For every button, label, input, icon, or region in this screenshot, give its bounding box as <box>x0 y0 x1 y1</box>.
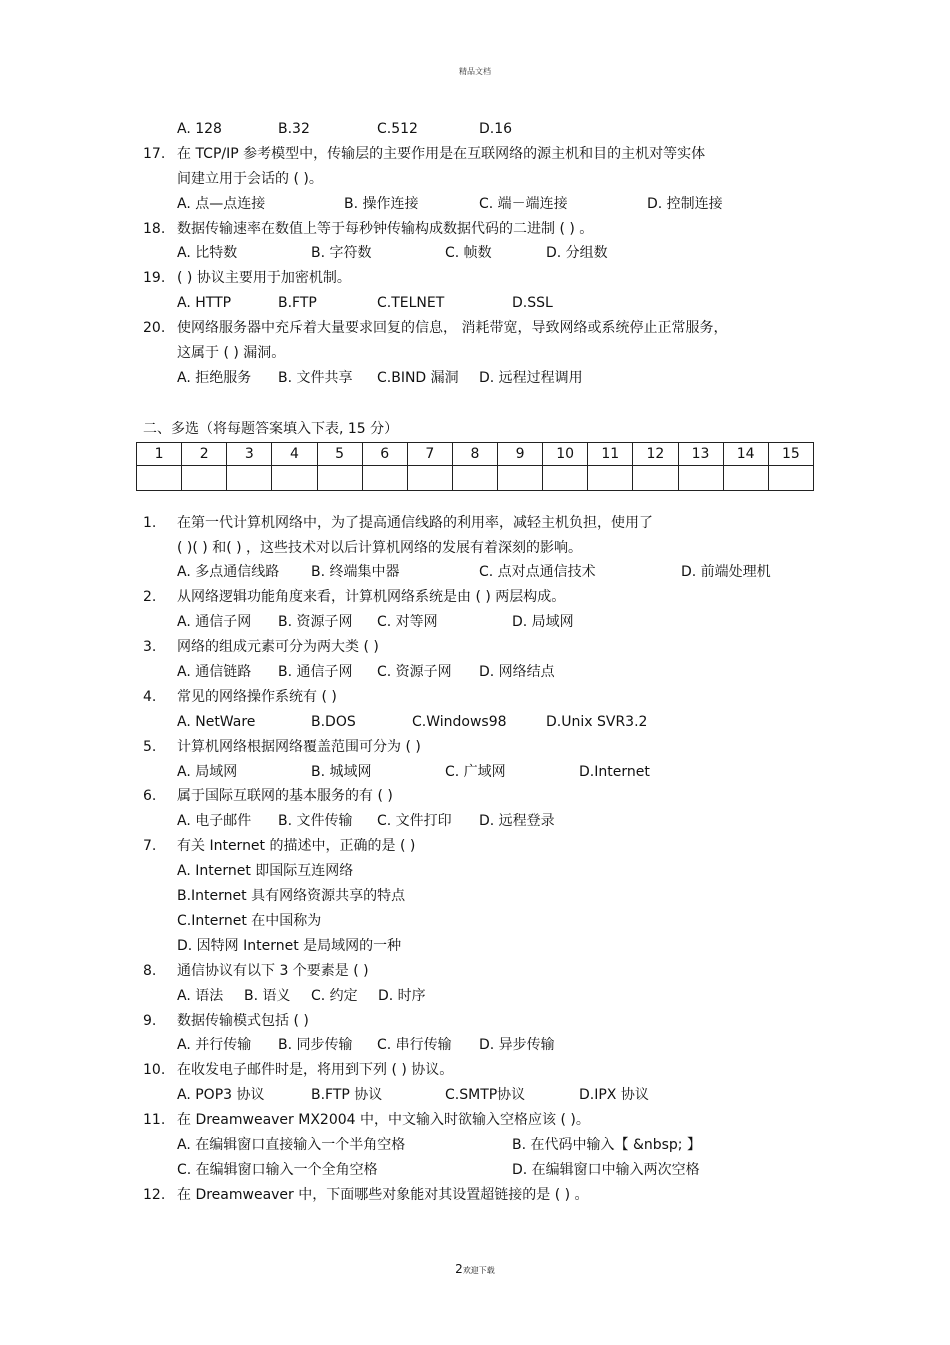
options-row <box>0 560 950 585</box>
answer-table-header-cell: 5 <box>317 442 362 465</box>
question-text: D. 因特网 Internet 是局域网的一种 <box>177 937 402 954</box>
options-row <box>0 1083 950 1108</box>
question-text: 间建立用于会话的 ( )。 <box>177 170 323 187</box>
option-text: B. 字符数 <box>311 245 372 262</box>
question-number: 12. <box>143 1186 166 1203</box>
question-number: 20. <box>143 320 166 337</box>
question-text: 在收发电子邮件时是，将用到下列 ( ) 协议。 <box>177 1062 454 1079</box>
question-row <box>0 735 950 760</box>
answer-cell[interactable] <box>227 465 272 490</box>
option-text: D. 局域网 <box>512 614 574 631</box>
question-text: ( )( ) 和( ) ，这些技术对以后计算机网络的发展有着深刻的影响。 <box>177 539 583 556</box>
option-text: C.SMTP协议 <box>445 1087 526 1104</box>
options-row <box>0 984 950 1009</box>
question-text: 在 TCP/IP 参考模型中，传输层的主要作用是在互联网络的源主机和目的主机对等实体 <box>177 145 706 162</box>
question-number: 9. <box>143 1012 157 1029</box>
options-row <box>0 241 950 266</box>
option-text: C. 串行传输 <box>377 1037 452 1054</box>
question-text: ( ) 协议主要用于加密机制。 <box>177 270 351 287</box>
answer-cell[interactable] <box>137 465 182 490</box>
option-text: B. 文件传输 <box>278 813 353 830</box>
option-text: B.FTP 协议 <box>311 1087 383 1104</box>
option-text: A. NetWare <box>177 713 256 730</box>
option-text: B. 文件共享 <box>278 369 353 386</box>
answer-table-header-cell: 11 <box>588 442 633 465</box>
question-text: 使网络服务器中充斥着大量要求回复的信息， 消耗带宽，导致网络或系统停止正常服务， <box>177 320 728 337</box>
option-text: D.SSL <box>512 295 553 312</box>
option-text: B. 同步传输 <box>278 1037 353 1054</box>
option-text: C.Windows98 <box>412 713 507 730</box>
options-row <box>0 710 950 735</box>
options-row <box>0 1033 950 1058</box>
spacer <box>0 501 950 511</box>
option-text: C.BIND 漏洞 <box>377 369 459 386</box>
option-text: C.TELNET <box>377 295 445 312</box>
options-row <box>0 760 950 785</box>
question-number: 19. <box>143 270 166 287</box>
option-text: A. 局域网 <box>177 763 238 780</box>
answer-table-header-cell: 8 <box>452 442 497 465</box>
options-row <box>0 610 950 635</box>
option-text: D.IPX 协议 <box>579 1087 649 1104</box>
options-row <box>0 192 950 217</box>
part2-questions <box>0 511 950 1208</box>
answer-table-header-cell: 1 <box>137 442 182 465</box>
answer-table-header-cell: 7 <box>407 442 452 465</box>
question-text: A. Internet 即国际互连网络 <box>177 863 354 880</box>
question-number: 6. <box>143 788 157 805</box>
question-text: 通信协议有以下 3 个要素是 ( ) <box>177 962 369 979</box>
question-continuation <box>0 909 950 934</box>
option-text: C. 文件打印 <box>377 813 452 830</box>
answer-table-header-cell: 15 <box>768 442 813 465</box>
question-text: B.Internet 具有网络资源共享的特点 <box>177 888 406 905</box>
option-text: A. 电子邮件 <box>177 813 252 830</box>
option-text: C. 资源子网 <box>377 664 452 681</box>
question-row <box>0 959 950 984</box>
question-text: 在 Dreamweaver MX2004 中，中文输入时欲输入空格应该 ( )。 <box>177 1112 590 1129</box>
option-text: D. 时序 <box>378 987 426 1004</box>
footer-text: 欢迎下载 <box>462 1266 495 1275</box>
option-text: B. 通信子网 <box>278 664 353 681</box>
option-text: D.Unix SVR3.2 <box>546 713 648 730</box>
question-text: 这属于 ( ) 漏洞。 <box>177 345 286 362</box>
question-continuation <box>0 536 950 561</box>
question-row <box>0 834 950 859</box>
option-text: B. 语义 <box>244 987 291 1004</box>
option-text: D. 分组数 <box>546 245 608 262</box>
option-text: A. 并行传输 <box>177 1037 252 1054</box>
question-continuation <box>0 934 950 959</box>
answer-cell[interactable] <box>317 465 362 490</box>
page-footer <box>0 1262 950 1276</box>
question-number: 18. <box>143 220 166 237</box>
option-text: C. 帧数 <box>445 245 492 262</box>
question-text: 数据传输速率在数值上等于每秒钟传输构成数据代码的二进制 ( ) 。 <box>177 220 594 237</box>
option-text: A. 通信子网 <box>177 614 252 631</box>
option-text: D.16 <box>479 121 513 137</box>
option-text: D. 远程登录 <box>479 813 555 830</box>
option-text: C. 在编辑窗口输入一个全角空格 <box>177 1161 378 1178</box>
question-text: 常见的网络操作系统有 ( ) <box>177 688 337 705</box>
option-text: C. 约定 <box>311 987 358 1004</box>
option-text: B. 城域网 <box>311 763 372 780</box>
options-row <box>0 1158 950 1183</box>
option-text: A. HTTP <box>177 295 232 312</box>
question-row <box>0 511 950 536</box>
answer-cell[interactable] <box>452 465 497 490</box>
question-number: 3. <box>143 639 157 656</box>
option-text: A. 多点通信线路 <box>177 564 280 581</box>
answer-table-blank-row <box>137 465 814 490</box>
option-text: B. 操作连接 <box>344 195 419 212</box>
section-title-text: 二、多选（将每题答案填入下表, 15 分） <box>143 420 399 437</box>
answer-table-header-cell: 9 <box>498 442 543 465</box>
option-text: A. 比特数 <box>177 245 238 262</box>
answer-table-header-cell: 13 <box>678 442 723 465</box>
section-title <box>0 416 950 442</box>
answer-cell[interactable] <box>678 465 723 490</box>
question-text: 有关 Internet 的描述中，正确的是 ( ) <box>177 838 416 855</box>
question-row <box>0 316 950 341</box>
option-text: A. POP3 协议 <box>177 1087 265 1104</box>
option-text: C. 对等网 <box>377 614 438 631</box>
part1-questions <box>0 117 950 391</box>
question-row <box>0 1058 950 1083</box>
option-text: C. 广域网 <box>445 763 506 780</box>
answer-cell[interactable] <box>407 465 452 490</box>
question-text: C.Internet 在中国称为 <box>177 912 322 929</box>
spacer <box>0 391 950 416</box>
option-text: A. 在编辑窗口直接输入一个半角空格 <box>177 1136 406 1153</box>
question-row <box>0 685 950 710</box>
answer-cell[interactable] <box>362 465 407 490</box>
question-text: 网络的组成元素可分为两大类 ( ) <box>177 639 379 656</box>
question-row <box>0 585 950 610</box>
answer-cell[interactable] <box>272 465 317 490</box>
answer-table-header-cell: 3 <box>227 442 272 465</box>
question-number: 5. <box>143 738 157 755</box>
options-row <box>0 291 950 316</box>
answer-table-header <box>137 442 814 465</box>
option-text: D. 在编辑窗口中输入两次空格 <box>512 1161 700 1178</box>
answer-cell[interactable] <box>498 465 543 490</box>
question-row <box>0 142 950 167</box>
page-content <box>0 117 950 1208</box>
option-text: A. 128 <box>177 121 222 137</box>
option-text: B.32 <box>278 121 310 137</box>
question-continuation <box>0 859 950 884</box>
question-row <box>0 1183 950 1208</box>
option-text: C. 端－端连接 <box>479 195 568 212</box>
answer-cell[interactable] <box>723 465 768 490</box>
question-text: 计算机网络根据网络覆盖范围可分为 ( ) <box>177 738 421 755</box>
question-text: 在 Dreamweaver 中，下面哪些对象能对其设置超链接的是 ( ) 。 <box>177 1186 589 1203</box>
question-text: 属于国际互联网的基本服务的有 ( ) <box>177 788 393 805</box>
question-number: 2. <box>143 589 157 606</box>
option-text: B. 资源子网 <box>278 614 353 631</box>
option-text: A. 通信链路 <box>177 664 252 681</box>
answer-cell[interactable] <box>588 465 633 490</box>
options-row <box>0 660 950 685</box>
option-text: B. 在代码中输入【 &nbsp; 】 <box>512 1136 701 1153</box>
question-number: 10. <box>143 1062 166 1079</box>
question-number: 7. <box>143 838 157 855</box>
options-row <box>0 366 950 391</box>
question-row <box>0 635 950 660</box>
page-number: 2 <box>455 1262 463 1276</box>
question-continuation <box>0 884 950 909</box>
option-text: A. 拒绝服务 <box>177 369 252 386</box>
answer-table <box>136 442 814 491</box>
option-text: D. 远程过程调用 <box>479 369 583 386</box>
page-header: 精品文档 <box>459 67 491 76</box>
option-text: D. 前端处理机 <box>681 564 771 581</box>
answer-cell[interactable] <box>633 465 678 490</box>
question-row <box>0 217 950 242</box>
answer-table-header-cell: 12 <box>633 442 678 465</box>
answer-table-header-cell: 2 <box>182 442 227 465</box>
answer-table-header-cell: 14 <box>723 442 768 465</box>
question-number: 1. <box>143 514 157 531</box>
answer-table-header-cell: 6 <box>362 442 407 465</box>
options-row <box>0 1133 950 1158</box>
option-text: C.512 <box>377 121 418 137</box>
question-number: 4. <box>143 688 157 705</box>
question-continuation <box>0 167 950 192</box>
option-text: D. 异步传输 <box>479 1037 555 1054</box>
question-text: 数据传输模式包括 ( ) <box>177 1012 309 1029</box>
answer-cell[interactable] <box>182 465 227 490</box>
answer-table-header-cell: 4 <box>272 442 317 465</box>
question-text: 在第一代计算机网络中，为了提高通信线路的利用率，减轻主机负担，使用了 <box>177 514 653 531</box>
question-text: 从网络逻辑功能角度来看，计算机网络系统是由 ( ) 两层构成。 <box>177 589 566 606</box>
question-number: 11. <box>143 1112 166 1129</box>
question-number: 8. <box>143 962 157 979</box>
answer-cell[interactable] <box>543 465 588 490</box>
option-text: B. 终端集中器 <box>311 564 400 581</box>
question-row <box>0 266 950 291</box>
option-text: D.Internet <box>579 763 650 780</box>
question-number: 17. <box>143 145 166 162</box>
option-text: B.DOS <box>311 713 356 730</box>
answer-table-header-cell: 10 <box>543 442 588 465</box>
options-row <box>0 809 950 834</box>
option-text: A. 点—点连接 <box>177 195 266 212</box>
option-text: D. 网络结点 <box>479 664 555 681</box>
question-row <box>0 1009 950 1034</box>
question-continuation <box>0 341 950 366</box>
question-row <box>0 1108 950 1133</box>
option-text: D. 控制连接 <box>647 195 723 212</box>
options-row <box>0 117 950 142</box>
question-row <box>0 784 950 809</box>
answer-cell[interactable] <box>768 465 813 490</box>
option-text: C. 点对点通信技术 <box>479 564 596 581</box>
option-text: A. 语法 <box>177 987 224 1004</box>
option-text: B.FTP <box>278 295 317 312</box>
